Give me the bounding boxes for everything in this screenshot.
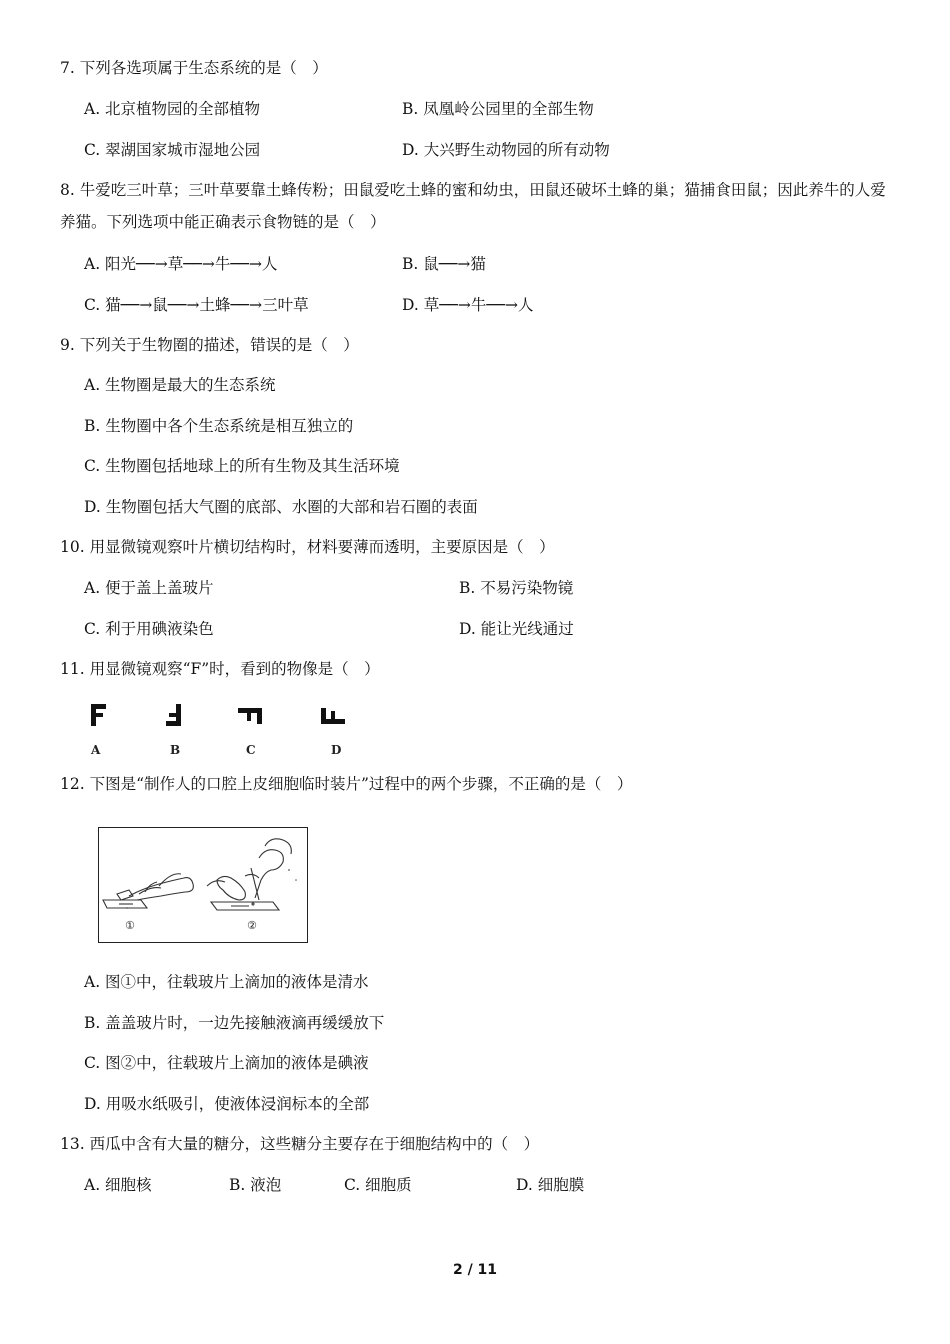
q11-image-c [238, 708, 262, 724]
q11-label-b: B [170, 743, 181, 757]
q10-option-a: A. 便于盖上盖玻片 [84, 579, 214, 597]
q12-figure-label-1: ① [125, 919, 135, 932]
q8-option-a: A. 阳光──→草──→牛──→人 [84, 255, 278, 273]
q7-option-c: C. 翠湖国家城市湿地公园 [84, 141, 261, 159]
q13-option-b: B. 液泡 [229, 1176, 282, 1194]
q13-stem: 13. 西瓜中含有大量的糖分，这些糖分主要存在于细胞结构中的（ ） [60, 1135, 540, 1153]
q13-option-c: C. 细胞质 [344, 1176, 412, 1194]
q10-option-b: B. 不易污染物镜 [459, 579, 574, 597]
q7-option-d: D. 大兴野生动物园的所有动物 [402, 141, 610, 159]
q8-stem: 8. 牛爱吃三叶草；三叶草要靠土蜂传粉；田鼠爱吃土蜂的蜜和幼虫，田鼠还破坏土蜂的巢；猫捕食田鼠；因此养牛的人爱养猫。下列选项中能正确表示食物链的是（ ） [60, 181, 886, 231]
q12-option-d: D. 用吸水纸吸引，使液体浸润标本的全部 [84, 1095, 370, 1113]
q12-option-c: C. 图②中，往载玻片上滴加的液体是碘液 [84, 1054, 369, 1072]
q11-image-a [91, 704, 106, 726]
q13-option-d: D. 细胞膜 [516, 1176, 585, 1194]
q11-image-b [166, 704, 181, 726]
q8-option-d: D. 草──→牛──→人 [402, 296, 534, 314]
q9-option-a: A. 生物圈是最大的生态系统 [84, 376, 276, 394]
q11-image-d [321, 708, 345, 724]
q11-label-c: C [246, 743, 256, 757]
q9-option-b: B. 生物圈中各个生态系统是相互独立的 [84, 417, 354, 435]
q12-figure-label-2: ② [247, 919, 257, 932]
q10-option-c: C. 利于用碘液染色 [84, 620, 214, 638]
q12-illustration [99, 828, 306, 941]
q8-option-c: C. 猫──→鼠──→土蜂──→三叶草 [84, 296, 309, 314]
q12-option-b: B. 盖盖玻片时，一边先接触液滴再缓缓放下 [84, 1014, 385, 1032]
q11-label-a: A [91, 743, 101, 757]
q8-option-b: B. 鼠──→猫 [402, 255, 486, 273]
q9-option-d: D. 生物圈包括大气圈的底部、水圈的大部和岩石圈的表面 [84, 498, 478, 516]
q11-figure [88, 700, 368, 760]
q7-option-b: B. 凤凰岭公园里的全部生物 [402, 100, 594, 118]
q13-option-a: A. 细胞核 [84, 1176, 152, 1194]
q9-stem: 9. 下列关于生物圈的描述，错误的是（ ） [60, 336, 359, 354]
q12-stem: 12. 下图是“制作人的口腔上皮细胞临时装片”过程中的两个步骤，不正确的是（ ） [60, 775, 633, 793]
q9-option-c: C. 生物圈包括地球上的所有生物及其生活环境 [84, 457, 400, 475]
q12-option-a: A. 图①中，往载玻片上滴加的液体是清水 [84, 973, 369, 991]
q10-stem: 10. 用显微镜观察叶片横切结构时，材料要薄而透明，主要原因是（ ） [60, 538, 555, 556]
page-number: 2 / 11 [452, 1262, 498, 1278]
q7-option-a: A. 北京植物园的全部植物 [84, 100, 261, 118]
q7-stem: 7. 下列各选项属于生态系统的是（ ） [60, 59, 328, 77]
q10-option-d: D. 能让光线通过 [459, 620, 574, 638]
q11-label-d: D [331, 743, 342, 757]
q11-stem: 11. 用显微镜观察“F”时，看到的物像是（ ） [60, 660, 380, 678]
q12-figure [98, 827, 308, 943]
